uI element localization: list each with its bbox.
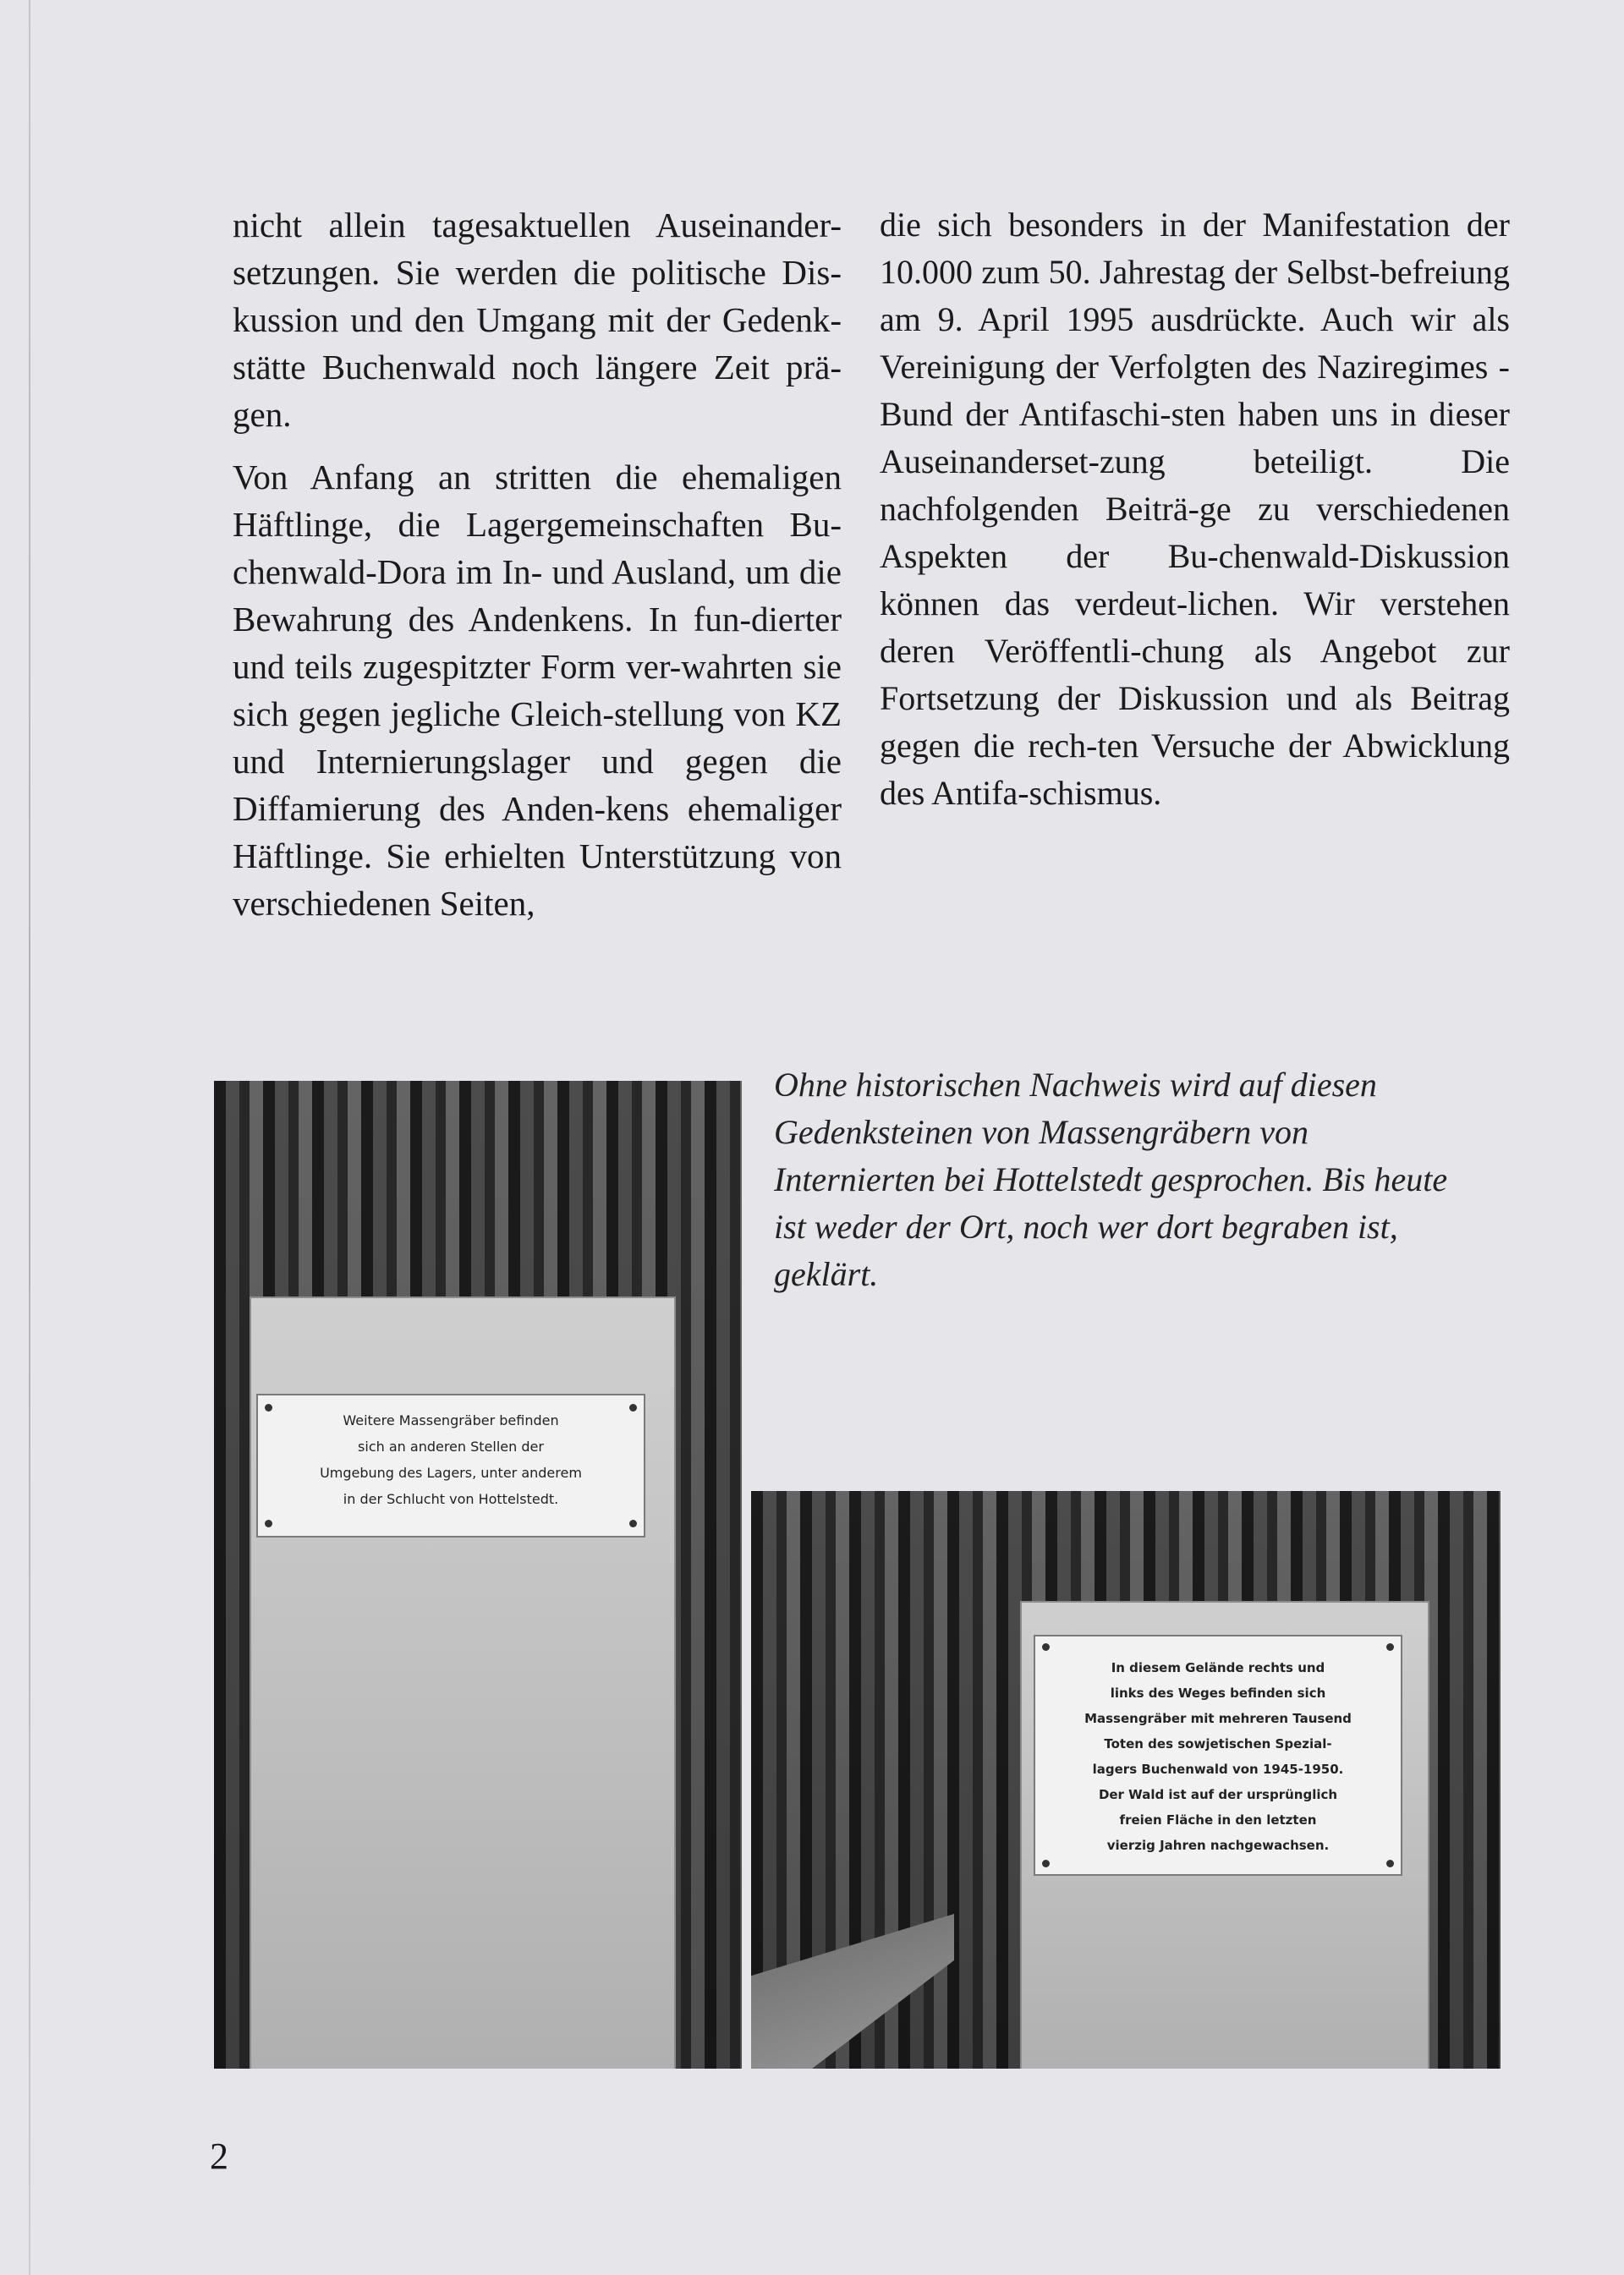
page-number: 2 [210, 2135, 228, 2177]
plaque-line: Der Wald ist auf der ursprünglich [1098, 1787, 1338, 1802]
plaque-line: Weitere Massengräber befinden [343, 1412, 559, 1428]
plaque-line: Massengräber mit mehreren Tausend [1084, 1711, 1352, 1726]
plaque-line: lagers Buchenwald von 1945-1950. [1092, 1762, 1344, 1777]
page-edge [29, 0, 30, 2275]
plaque-line: Toten des sowjetischen Spezial- [1104, 1736, 1332, 1751]
text-column-left [233, 201, 842, 942]
text-column-right [880, 201, 1510, 832]
plaque-line: in der Schlucht von Hottelstedt. [343, 1491, 559, 1507]
paragraph: nicht allein tagesaktuellen Auseinander-setzungen. Sie werden die politische Dis-kussion und den Umgang mit der Gedenk-stätte Buchenwald noch längere Zeit prä-gen. [233, 206, 842, 434]
paragraph: die sich besonders in der Manifestation der 10.000 zum 50. Jahrestag der Selbst-befreiung am 9. April 1995 ausdrückte. Auch wir als Vereinigung der Verfolgten des Naziregimes - Bund der Antifaschi-sten haben uns in dieser Auseinanderset-zung beteiligt. Die nachfolgenden Beiträ-ge zu verschiedenen Aspekten der Bu-chenwald-Diskussion können das verdeut-lichen. Wir verstehen deren Veröffentli-chung als Angebot zur Fortsetzung der Diskussion und als Beitrag gegen die rech-ten Versuche der Abwicklung des Antifa-schismus. [880, 206, 1510, 812]
plaque-line: sich an anderen Stellen der [358, 1439, 544, 1455]
memorial-plaque [256, 1394, 645, 1538]
plaque-line: In diesem Gelände rechts und [1111, 1660, 1325, 1675]
plaque-line: vierzig Jahren nachgewachsen. [1106, 1838, 1330, 1853]
photo-memorial-stone-right [751, 1491, 1501, 2069]
photo-memorial-stone-left [214, 1081, 742, 2069]
photo-caption: Ohne historischen Nachweis wird auf diesen Gedenksteinen von Massengräbern von Internierten bei Hottelstedt gesprochen. Bis heute ist weder der Ort, noch wer dort begraben ist, geklärt. [774, 1066, 1448, 1293]
memorial-plaque [1034, 1635, 1402, 1876]
plaque-line: freien Fläche in den letzten [1119, 1812, 1317, 1828]
plaque-line: Umgebung des Lagers, unter anderem [320, 1465, 582, 1481]
plaque-line: links des Weges befinden sich [1110, 1686, 1326, 1701]
paragraph: Von Anfang an stritten die ehemaligen Häftlinge, die Lagergemeinschaften Bu-chenwald-Dora im In- und Ausland, um die Bewahrung des Andenkens. In fun-dierter und teils zugespitzter Form ver-wahrten sie sich gegen jegliche Gleich-stellung von KZ und Internierungslager und gegen die Diffamierung des Anden-kens ehemaliger Häftlinge. Sie erhielten Unterstützung von verschiedenen Seiten, [233, 458, 842, 923]
